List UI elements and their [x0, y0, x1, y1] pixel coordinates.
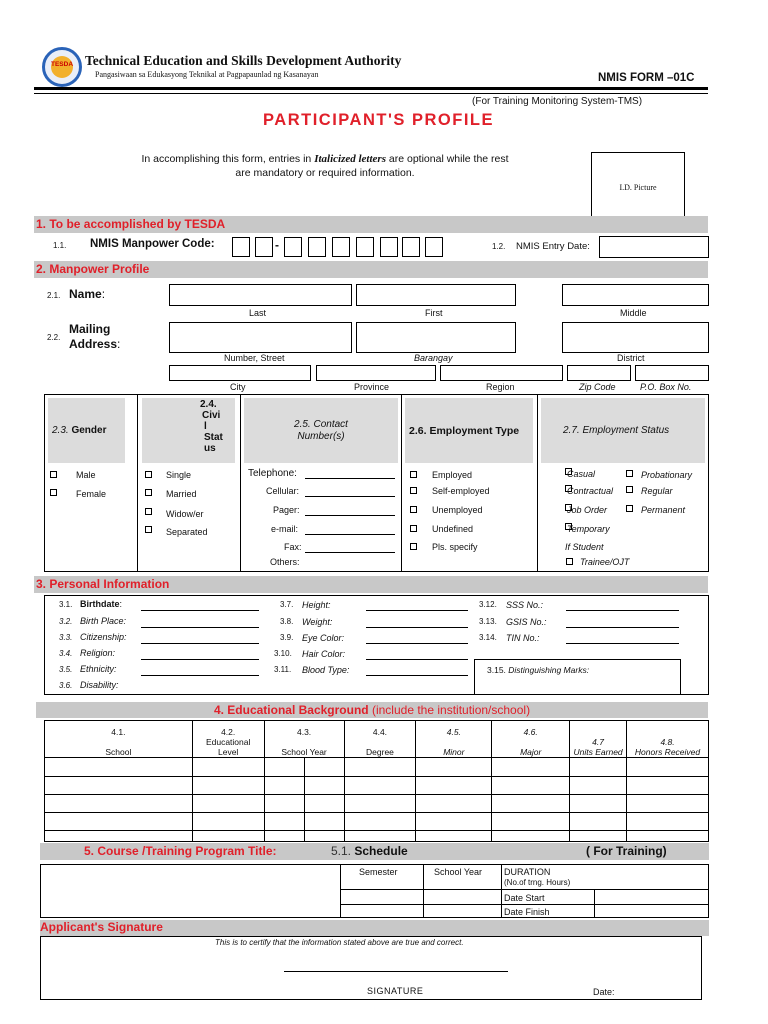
birth-place-field[interactable]	[141, 627, 259, 628]
page-title: PARTICIPANT'S PROFILE	[263, 111, 494, 129]
fax-field[interactable]	[305, 552, 395, 553]
org-name: Technical Education and Skills Development Authority	[85, 53, 402, 68]
date-start-field[interactable]	[595, 890, 708, 904]
section-4-header: 4. Educational Background (include the institution/school)	[36, 702, 708, 718]
permanent-checkbox[interactable]	[626, 505, 633, 512]
manpower-code-box-3[interactable]	[284, 237, 302, 257]
manpower-code-label: NMIS Manpower Code:	[90, 238, 215, 250]
zip-code-field[interactable]	[567, 365, 631, 381]
signature-title: Applicant's Signature	[40, 920, 163, 934]
sss-field[interactable]	[566, 610, 679, 611]
contact-numbers-header: 2.5. Contact Number(s)	[294, 419, 348, 442]
entry-date-label: NMIS Entry Date:	[516, 241, 590, 252]
telephone-field[interactable]	[305, 478, 395, 479]
employed-checkbox[interactable]	[410, 471, 417, 478]
section-2-header: 2. Manpower Profile	[34, 261, 708, 278]
tin-field[interactable]	[566, 643, 679, 644]
gsis-field[interactable]	[566, 627, 679, 628]
pls-specify-checkbox[interactable]	[410, 543, 417, 550]
mailing-label: Mailing	[69, 322, 111, 336]
region-field[interactable]	[440, 365, 563, 381]
undefined-checkbox[interactable]	[410, 525, 417, 532]
manpower-code-box-1[interactable]	[232, 237, 250, 257]
widower-checkbox[interactable]	[145, 508, 152, 515]
eye-color-field[interactable]	[366, 643, 468, 644]
female-checkbox[interactable]	[50, 489, 57, 496]
manpower-code-box-6[interactable]	[356, 237, 374, 257]
course-title-field[interactable]	[40, 864, 341, 918]
height-field[interactable]	[366, 610, 468, 611]
school-year-field[interactable]	[424, 890, 501, 917]
id-picture-box[interactable]: I.D. Picture	[591, 152, 685, 228]
system-note: (For Training Monitoring System-TMS)	[472, 96, 643, 107]
pager-field[interactable]	[305, 515, 395, 516]
city-field[interactable]	[169, 365, 311, 381]
form-code: NMIS FORM –01C	[598, 72, 695, 84]
ethnicity-field[interactable]	[141, 675, 259, 676]
single-checkbox[interactable]	[145, 471, 152, 478]
barangay-field[interactable]	[356, 322, 516, 353]
cellular-field[interactable]	[305, 496, 395, 497]
education-header-row: 4.1. School 4.2. Educational Level 4.3. School Year 4.4. Degree 4.5. Minor 4.6. Major 4.7 Units Earned 4.8. Honors Received	[45, 721, 709, 758]
education-row[interactable]	[45, 777, 709, 795]
civil-status-header: 2.4. Civi l Stat us	[200, 399, 223, 454]
date-label: Date:	[593, 987, 615, 997]
employment-status-header: 2.7. Employment Status	[563, 425, 670, 436]
manpower-code-box-9[interactable]	[425, 237, 443, 257]
male-checkbox[interactable]	[50, 471, 57, 478]
birthdate-field[interactable]	[141, 610, 259, 611]
blood-type-field[interactable]	[366, 675, 468, 676]
married-checkbox[interactable]	[145, 489, 152, 496]
section-3-header: 3. Personal Information	[34, 576, 708, 593]
date-finish-field[interactable]	[595, 905, 708, 917]
certification-text: This is to certify that the information stated above are true and correct.	[215, 938, 464, 947]
last-name-field[interactable]	[169, 284, 352, 306]
semester-field[interactable]	[341, 890, 423, 917]
education-row[interactable]	[45, 831, 709, 842]
signature-line[interactable]	[284, 971, 508, 972]
self-employed-checkbox[interactable]	[410, 487, 417, 494]
weight-field[interactable]	[366, 627, 468, 628]
education-row[interactable]	[45, 813, 709, 831]
religion-field[interactable]	[141, 659, 259, 660]
trainee-ojt-checkbox[interactable]	[566, 558, 573, 565]
street-field[interactable]	[169, 322, 352, 353]
name-label: Name	[69, 287, 102, 301]
manpower-code-box-5[interactable]	[332, 237, 350, 257]
header-rule-thick	[34, 87, 708, 90]
entry-date-field[interactable]	[599, 236, 709, 258]
education-row[interactable]	[45, 758, 709, 777]
district-field[interactable]	[562, 322, 709, 353]
province-field[interactable]	[316, 365, 436, 381]
middle-name-field[interactable]	[562, 284, 709, 306]
manpower-code-box-2[interactable]	[255, 237, 273, 257]
header-rule-thin	[34, 93, 708, 94]
course-title-label: 5. Course /Training Program Title:	[84, 844, 277, 858]
section-1-header: 1. To be accomplished by TESDA	[34, 216, 708, 233]
manpower-code-box-7[interactable]	[380, 237, 398, 257]
gender-header: 2.3. Gender	[52, 425, 107, 436]
education-table	[44, 720, 709, 842]
probationary-checkbox[interactable]	[626, 470, 633, 477]
manpower-code-box-8[interactable]	[402, 237, 420, 257]
first-name-field[interactable]	[356, 284, 516, 306]
employment-type-header: 2.6. Employment Type	[409, 425, 520, 437]
education-row[interactable]	[45, 795, 709, 813]
email-field[interactable]	[305, 534, 395, 535]
manpower-code-box-4[interactable]	[308, 237, 326, 257]
po-box-field[interactable]	[635, 365, 709, 381]
tesda-logo: TESDA	[42, 47, 82, 87]
regular-checkbox[interactable]	[626, 486, 633, 493]
instruction-text: In accomplishing this form, entries in Italicized letters are optional while the rest are mandatory or required information.	[141, 153, 509, 179]
org-subtitle: Pangasiwaan sa Edukasyong Teknikal at Pagpapaunlad ng Kasanayan	[95, 70, 319, 79]
separated-checkbox[interactable]	[145, 526, 152, 533]
citizenship-field[interactable]	[141, 643, 259, 644]
hair-color-field[interactable]	[366, 659, 468, 660]
unemployed-checkbox[interactable]	[410, 506, 417, 513]
